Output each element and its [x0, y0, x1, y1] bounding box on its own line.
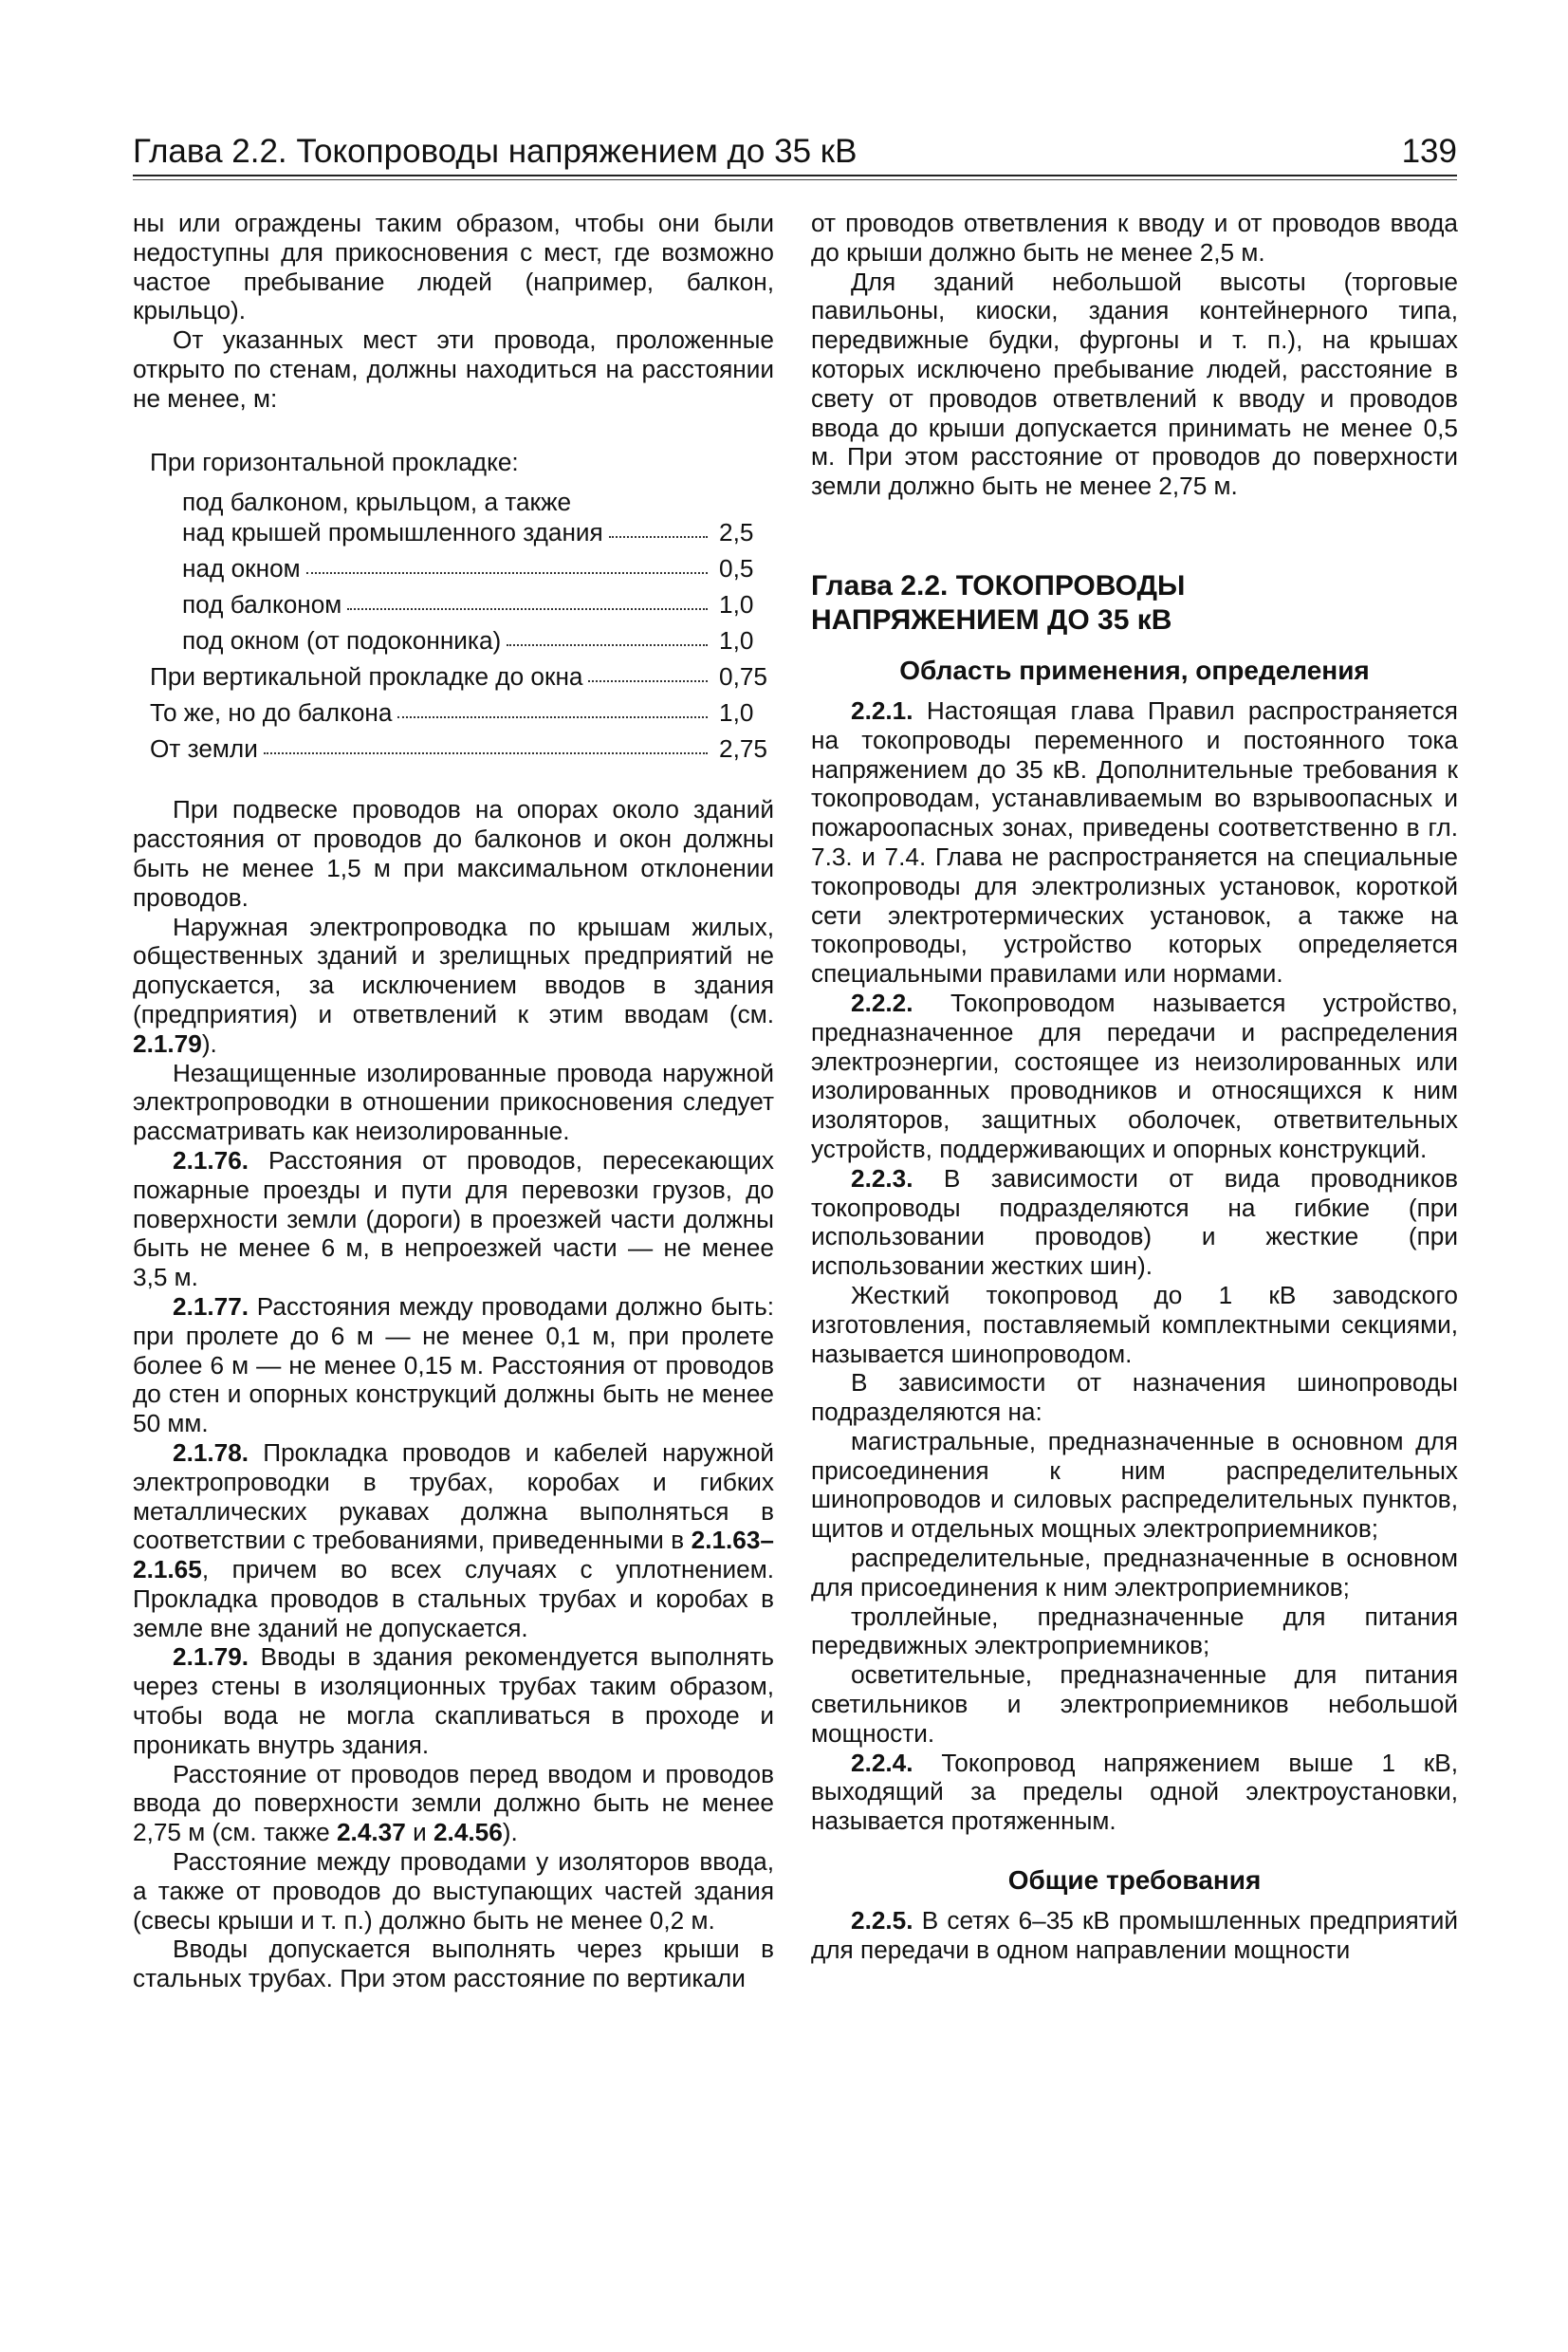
left-column: [133, 209, 774, 1993]
page-number: 139: [1401, 133, 1457, 170]
header-rule-thin: [133, 179, 1457, 180]
table-row: над окном 0,5: [182, 553, 754, 583]
cross-reference: 2.1.63–2.1.65: [133, 1526, 774, 1584]
section-heading: Общие требования: [1007, 1865, 1262, 1896]
paragraph: от проводов ответвления к вводу и от проводов ввода до крыши должно быть не менее 2,5 м.: [811, 209, 1458, 267]
paragraph: 2.2.1. Настоящая глава Правил распространяется на токопроводы переменного и постоянного тока напряжением до 35 кВ. Дополнительные требования к токопроводам, устанавливаемым во взрывоопасных и пожароопасных зонах, приведены соответственно в гл. 7.3. и 7.4. Глава не распространяется на специальные токопроводы для электролизных установок, короткой сети электротермических установок, а также на токопроводы, устройство которых определяется специальными правилами или нормами.: [811, 695, 1458, 989]
paragraph: Расстояние от проводов перед вводом и проводов ввода до поверхности земли должно быть не менее 2,75 м (см. также 2.4.37 и 2.4.56).: [133, 1759, 774, 1847]
paragraph: Жесткий токопровод до 1 кВ заводского изготовления, поставляемый комплектными секциями, называется шинопроводом.: [811, 1280, 1458, 1368]
right-column: [811, 209, 1458, 1965]
paragraph: Расстояние между проводами у изоляторов ввода, а также от проводов до выступающих частей здания (свесы крыши и т. п.) должно быть не менее 0,2 м.: [133, 1847, 774, 1935]
clause-number: 2.1.79.: [173, 1642, 249, 1672]
clause-number: 2.1.77.: [173, 1291, 249, 1321]
paragraph: 2.2.2. Токопроводом называется устройство, предназначенное для передачи и распределения электроэнергии, состоящее из неизолированных или изолированных проводников и относящихся к ним изоляторов, защитных оболочек, ответвительных устройств, поддерживающих и опорных конструкций.: [811, 988, 1458, 1163]
table-row: При вертикальной прокладке до окна 0,75: [150, 661, 767, 691]
section-heading: Область применения, определения: [899, 655, 1370, 685]
chapter-title: Глава 2.2. ТОКОПРОВОДЫ НАПРЯЖЕНИЕМ ДО 35 кВ: [811, 569, 1186, 636]
table-row: под балконом 1,0: [182, 589, 754, 619]
paragraph: Вводы допускается выполнять через крыши в стальных трубах. При этом расстояние по вертикали: [133, 1935, 774, 1993]
header-rule: [133, 175, 1457, 176]
paragraph: Наружная электропроводка по крышам жилых, общественных зданий и зрелищных предприятий не допускается, за исключением вводов в здания (предприятия) и ответвлений к этим вводам (см. 2.1.79).: [133, 912, 774, 1058]
paragraph: В зависимости от назначения шинопроводы подразделяются на:: [811, 1368, 1458, 1427]
cross-reference: 2.4.37: [336, 1818, 406, 1847]
paragraph: осветительные, предназначенные для питания светильников и электроприемников небольшой мощности.: [811, 1660, 1458, 1748]
clause-number: 2.2.1.: [851, 695, 913, 725]
cross-reference: 2.4.56: [433, 1818, 503, 1847]
paragraph: магистральные, предназначенные в основном для присоединения к ним распределительных шинопроводов и силовых распределительных пунктов, щитов и отдельных мощных электроприемников;: [811, 1426, 1458, 1544]
clause-number: 2.1.78.: [173, 1437, 249, 1467]
table-intro: При горизонтальной прокладке:: [150, 447, 519, 476]
cross-reference: 2.1.79: [133, 1028, 202, 1058]
running-title: Глава 2.2. Токопроводы напряжением до 35 кВ: [133, 133, 858, 170]
table-row: под окном (от подоконника) 1,0: [182, 625, 754, 655]
table-row: То же, но до балкона 1,0: [150, 697, 754, 727]
distance-table: [133, 448, 774, 796]
paragraph: 2.2.3. В зависимости от вида проводников токопроводы подразделяются на гибкие (при использовании проводов) и жесткие (при использовании жестких шин).: [811, 1163, 1458, 1281]
paragraph: От указанных мест эти провода, проложенные открыто по стенам, должны находиться на расстоянии не менее, м:: [133, 325, 774, 413]
paragraph: ны или ограждены таким образом, чтобы они были недоступны для прикосновения с мест, где возможно частое пребывание людей (например, балкон, крыльцо).: [133, 209, 774, 325]
page-header: [133, 131, 1457, 173]
clause-number: 2.2.4.: [851, 1748, 913, 1777]
table-row-label: под балконом, крыльцом, а также: [182, 488, 572, 517]
paragraph: 2.2.4. Токопровод напряжением выше 1 кВ, выходящий за пределы одной электроустановки, называется протяженным.: [811, 1748, 1458, 1836]
paragraph: 2.1.76. Расстояния от проводов, пересекающих пожарные проезды и пути для перевозки грузов, до поверхности земли (дороги) в проезжей части должны быть не менее 6 м, в непроезжей части — не менее 3,5 м.: [133, 1145, 774, 1292]
paragraph: Незащищенные изолированные провода наружной электропроводки в отношении прикосновения следует рассматривать как неизолированные.: [133, 1058, 774, 1146]
clause-number: 2.1.76.: [173, 1145, 249, 1175]
table-row: От земли 2,75: [150, 733, 767, 763]
paragraph: распределительные, предназначенные в основном для присоединения к ним электроприемников;: [811, 1544, 1458, 1602]
paragraph: 2.1.77. Расстояния между проводами должно быть: при пролете до 6 м — не менее 0,1 м, при пролете более 6 м — не менее 0,15 м. Расстояния от проводов до стен и опорных конструкций должны быть не менее 50 мм.: [133, 1291, 774, 1438]
table-row: над крышей промышленного здания 2,5: [182, 517, 754, 546]
paragraph: 2.1.78. Прокладка проводов и кабелей наружной электропроводки в трубах, коробах и гибких металлических рукавах должна выполняться в соответствии с требованиями, приведенными в 2.1.63–2.1.65, причем во всех случаях с уплотнением. Прокладка проводов в стальных трубах и коробах в земле вне зданий не допускается.: [133, 1437, 774, 1642]
clause-number: 2.2.3.: [851, 1163, 913, 1193]
paragraph: троллейные, предназначенные для питания передвижных электроприемников;: [811, 1602, 1458, 1660]
paragraph: 2.1.79. Вводы в здания рекомендуется выполнять через стены в изоляционных трубах таким образом, чтобы вода не могла скапливаться в проходе и проникать внутрь здания.: [133, 1642, 774, 1759]
paragraph: При подвеске проводов на опорах около зданий расстояния от проводов до балконов и окон должны быть не менее 1,5 м при максимальном отклонении проводов.: [133, 795, 774, 912]
paragraph: 2.2.5. В сетях 6–35 кВ промышленных предприятий для передачи в одном направлении мощности: [811, 1906, 1458, 1964]
clause-number: 2.2.5.: [851, 1906, 913, 1935]
paragraph: Для зданий небольшой высоты (торговые павильоны, киоски, здания контейнерного типа, передвижные будки, фургоны и т. п.), на крышах которых исключено пребывание людей, расстояние в свету от проводов ответвлений к вводу и проводов ввода до крыши допускается принимать не менее 0,5 м. При этом расстояние от проводов до поверхности земли должно быть не менее 2,75 м.: [811, 267, 1458, 501]
clause-number: 2.2.2.: [851, 988, 913, 1017]
